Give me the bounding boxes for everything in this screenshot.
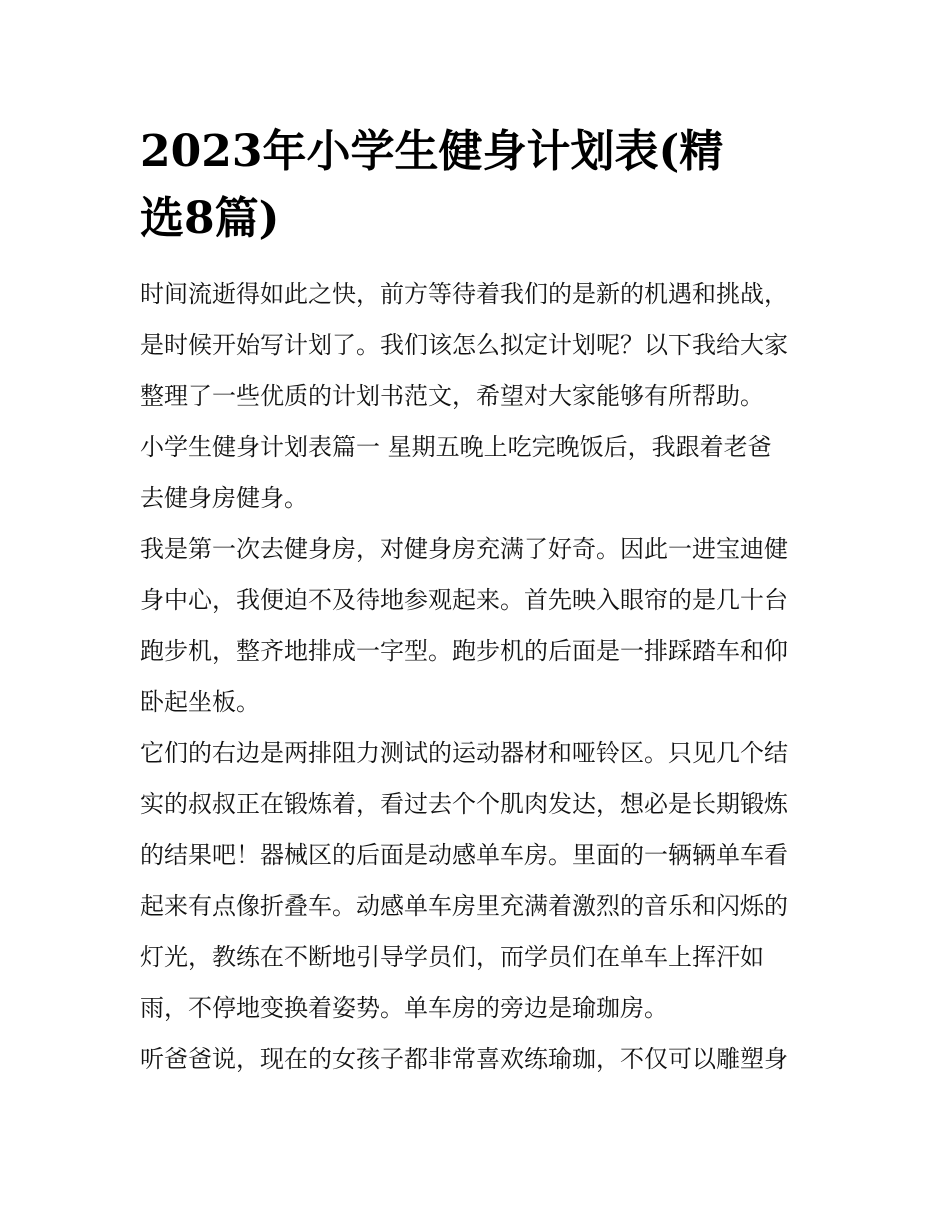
text-line: 灯光，教练在不断地引导学员们，而学员们在单车上挥汗如 xyxy=(140,943,764,971)
paragraph-equipment xyxy=(140,728,820,1034)
paragraph-intro xyxy=(140,269,820,422)
text-line: 身中心，我便迫不及待地参观起来。首先映入眼帘的是几十台 xyxy=(140,586,788,614)
text-line: 我是第一次去健身房，对健身房充满了好奇。因此一进宝迪健 xyxy=(140,535,788,563)
document-content xyxy=(140,118,820,1085)
document-body xyxy=(140,269,820,1085)
text-line: 雨，不停地变换着姿势。单车房的旁边是瑜珈房。 xyxy=(140,994,668,1022)
title-line: 2023年小学生健身计划表(精 xyxy=(140,126,724,177)
paragraph-gym-visit xyxy=(140,524,820,728)
text-line: 时间流逝得如此之快，前方等待着我们的是新的机遇和挑战， xyxy=(140,280,788,308)
text-line: 小学生健身计划表篇一 星期五晚上吃完晚饭后，我跟着老爸 xyxy=(140,433,772,461)
paragraph-yoga xyxy=(140,1034,820,1085)
title-line: 选8篇) xyxy=(140,193,280,244)
text-line: 它们的右边是两排阻力测试的运动器材和哑铃区。只见几个结 xyxy=(140,739,788,767)
paragraph-section-one xyxy=(140,422,820,524)
text-line: 卧起坐板。 xyxy=(140,688,260,716)
text-line: 实的叔叔正在锻炼着，看过去个个肌肉发达，想必是长期锻炼 xyxy=(140,790,788,818)
text-line: 的结果吧！器械区的后面是动感单车房。里面的一辆辆单车看 xyxy=(140,841,788,869)
text-line: 是时候开始写计划了。我们该怎么拟定计划呢？以下我给大家 xyxy=(140,331,788,359)
document-title xyxy=(140,118,820,252)
text-line: 整理了一些优质的计划书范文，希望对大家能够有所帮助。 xyxy=(140,382,764,410)
text-line: 跑步机，整齐地排成一字型。跑步机的后面是一排踩踏车和仰 xyxy=(140,637,788,665)
text-line: 听爸爸说，现在的女孩子都非常喜欢练瑜珈，不仅可以雕塑身 xyxy=(140,1045,788,1073)
text-line: 去健身房健身。 xyxy=(140,484,308,512)
text-line: 起来有点像折叠车。动感单车房里充满着激烈的音乐和闪烁的 xyxy=(140,892,788,920)
